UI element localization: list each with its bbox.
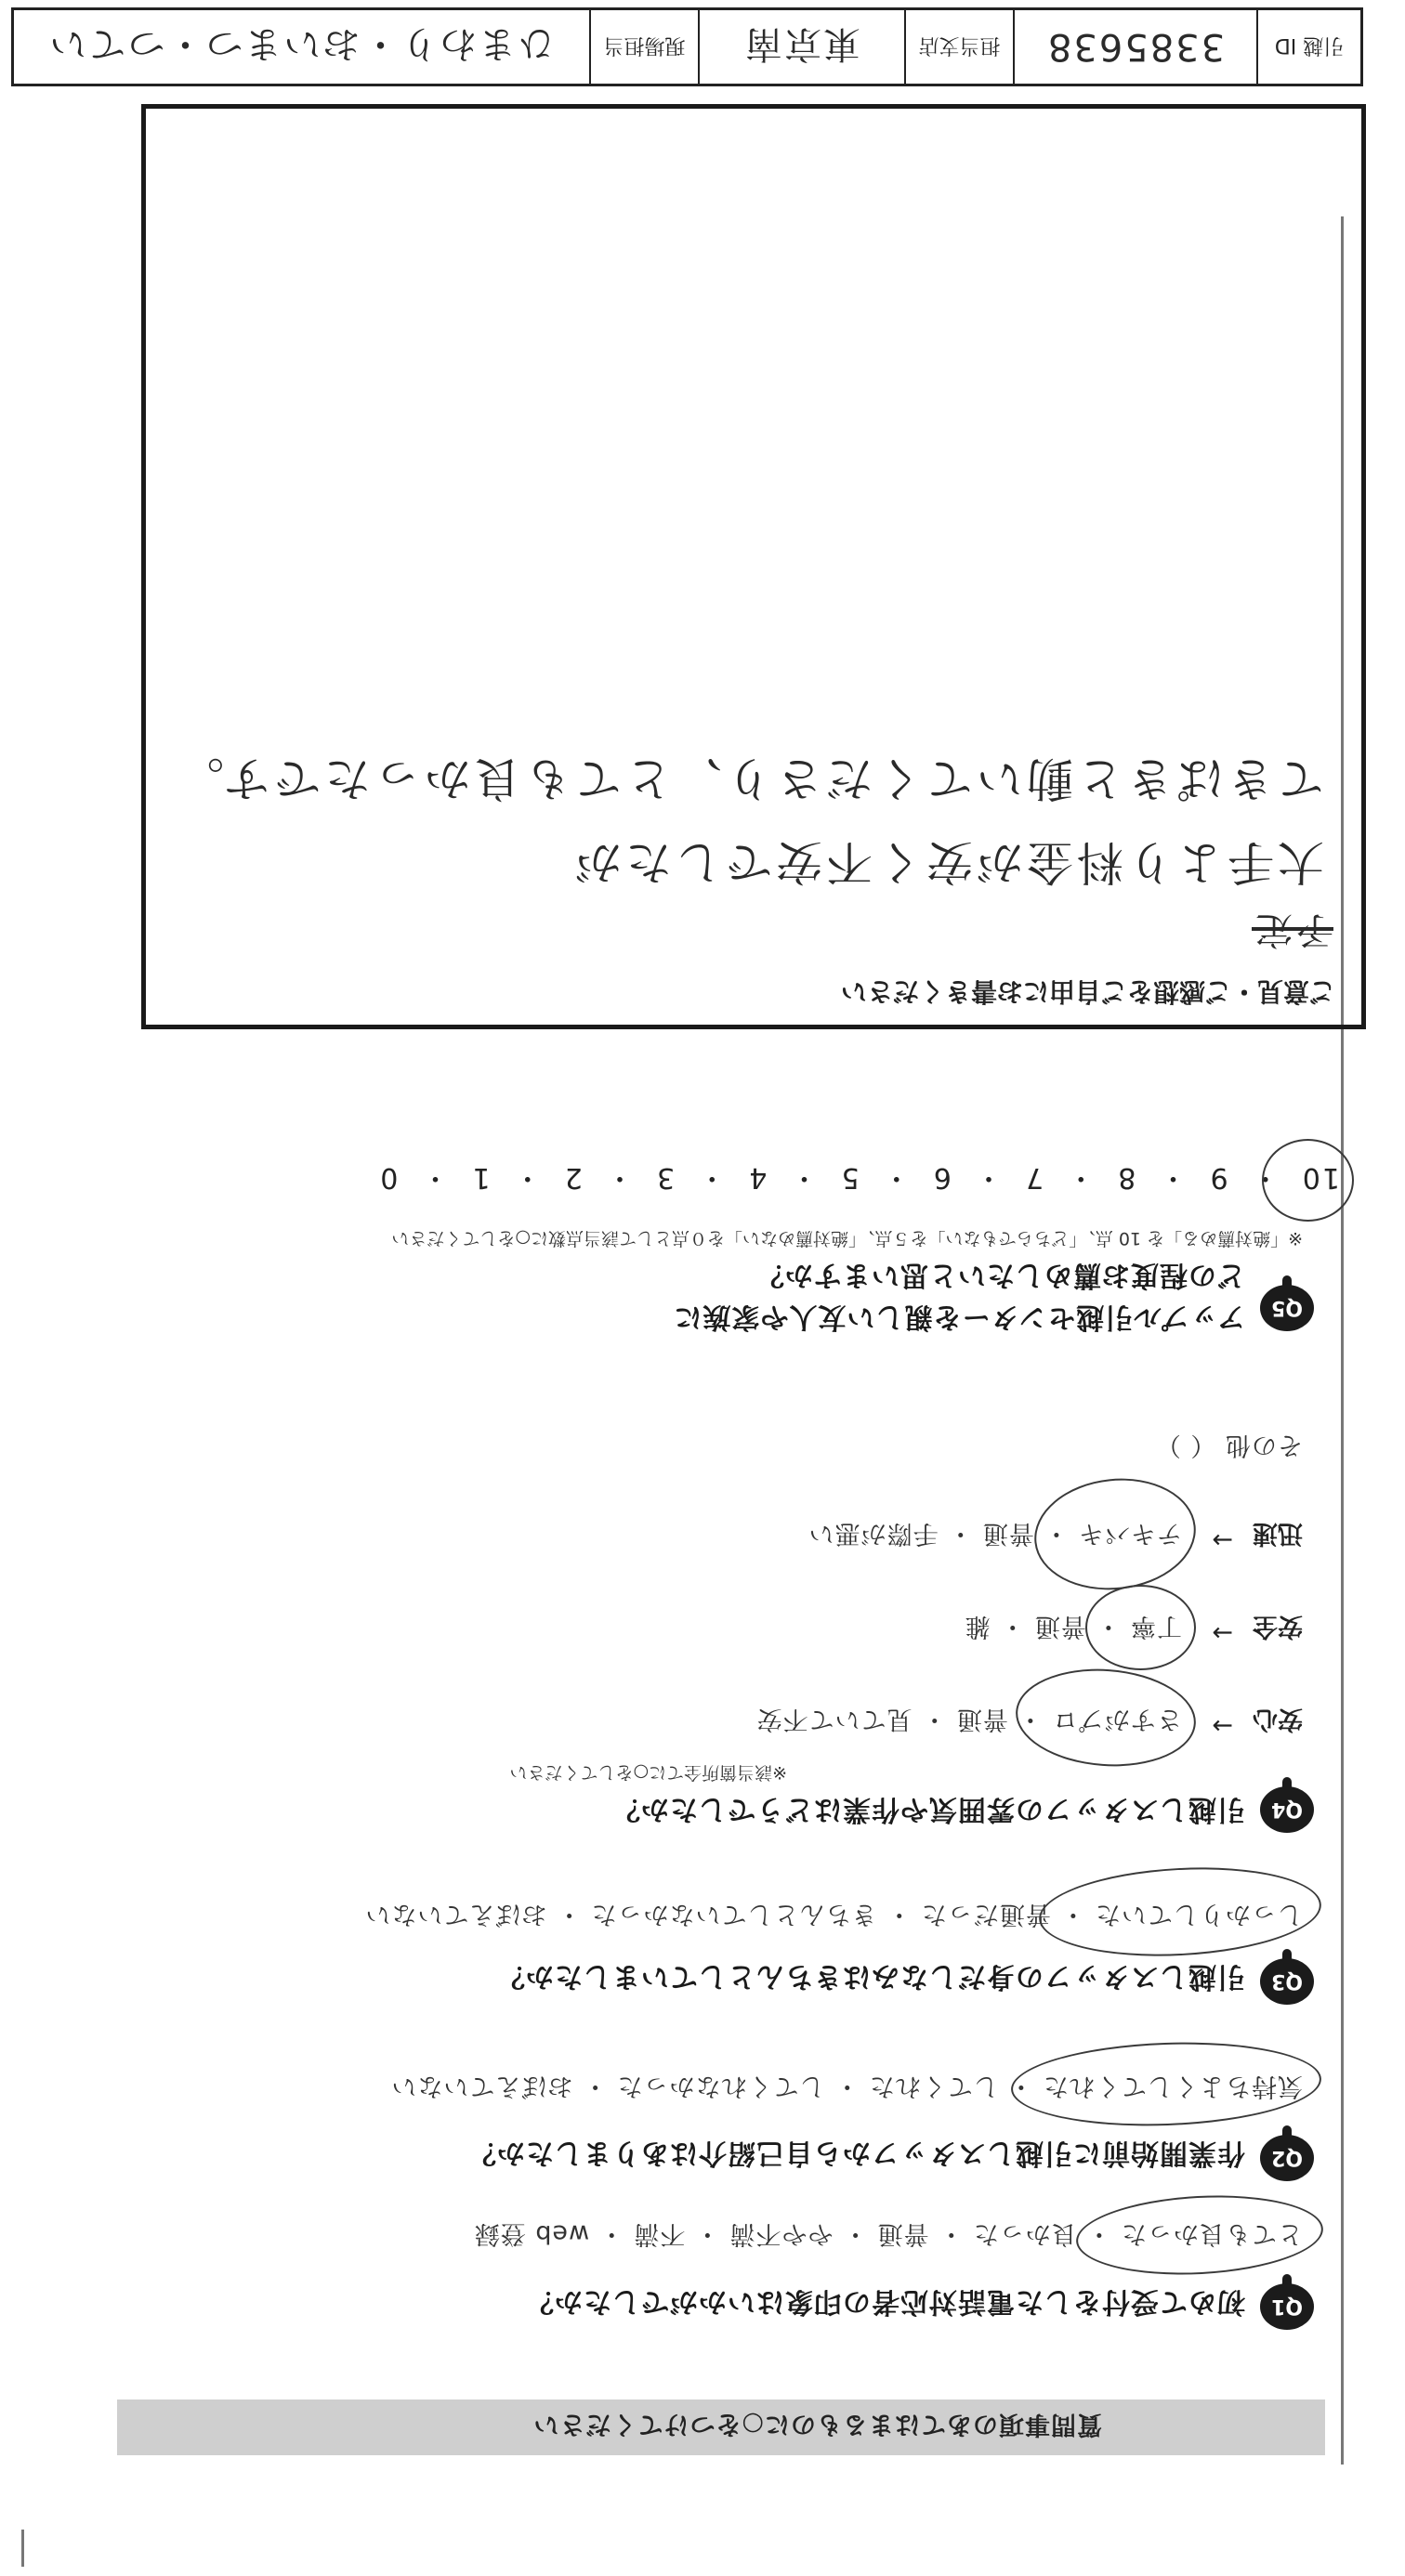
comment-box[interactable] — [141, 104, 1366, 1029]
q1-option[interactable]: 不満 — [633, 2219, 686, 2248]
q4-row-options: さすがプロ ・ 普通 ・ 見ていて不安 — [755, 1705, 1182, 1733]
q4-selection-circle — [1029, 1471, 1201, 1598]
q1-selection-circle — [1074, 2190, 1325, 2281]
q2-option[interactable]: 気持ちよくしてくれた — [1043, 2072, 1303, 2100]
q1-question: 初めて受付をした電話対応者の印象はいかがでしたか？ — [525, 2285, 1245, 2318]
handwritten-comment-line: てきぱきと動いてくださり、とても良かったです。 — [174, 752, 1324, 805]
instruction-bar — [117, 2399, 1325, 2455]
q3-selection-circle — [1037, 1861, 1324, 1963]
q4-question: 引越しスタッフの雰囲気や作業はどうでしたか？ — [611, 1793, 1245, 1825]
q2-options: 気持ちよくしてくれた ・ してくれた ・ してくれなかった ・ おぼえていない — [390, 2072, 1303, 2100]
q4-other: その他 （ ） — [1154, 1431, 1303, 1459]
q5-question-line2: どの程度お薦めしたいと思いますか？ — [755, 1259, 1245, 1291]
q5-scale: 10 ・ 9 ・ 8 ・ 7 ・ 6 ・ 5 ・ 4 ・ 3 ・ 2 ・ 1 ・ 0 — [378, 1161, 1340, 1194]
q5-selection-circle — [1262, 1139, 1354, 1222]
q1-badge: Q1 — [1260, 2283, 1314, 2330]
q4-selection-circle — [1013, 1663, 1200, 1772]
q3-options: しっかりしていた ・ 普通だった ・ きちんとしていなかった ・ おぼえていない — [364, 1900, 1303, 1929]
branch-value: 東京南 — [698, 10, 904, 84]
q2-option[interactable]: してくれなかった — [616, 2072, 825, 2100]
handwritten-comment-line: 大手より料金が安く不安でしたが — [571, 835, 1324, 889]
q1-option[interactable]: とても良かった — [1121, 2219, 1303, 2248]
q5-note: ※「絶対薦める」を 10 点、「どちらでもない」を５点、「絶対薦めない」を０点として該当点数に○をしてください — [391, 1228, 1303, 1249]
q4-option[interactable]: 手際が悪い — [808, 1519, 939, 1548]
q4-option[interactable]: 普通 — [981, 1519, 1034, 1548]
q1-options: とても良かった ・ 良かった ・ 普通 ・ やや不満 ・ 不満 ・ web 登録 — [473, 2219, 1303, 2248]
q4-option[interactable]: テキパキ — [1078, 1519, 1182, 1548]
scale-value[interactable]: 0 — [378, 1161, 399, 1194]
arrow-right-icon: → — [1212, 1618, 1233, 1647]
q4-option[interactable]: さすがプロ — [1052, 1705, 1182, 1733]
q3-option[interactable]: 普通だった — [920, 1900, 1051, 1929]
branch-label: 担当支店 — [904, 10, 1013, 84]
scale-value[interactable]: 9 — [1208, 1161, 1228, 1194]
q1-option[interactable]: 良かった — [972, 2219, 1077, 2248]
q3-badge: Q3 — [1260, 1958, 1314, 2005]
q2-question: 作業開始前に引越しスタッフから自己紹介はありましたか？ — [467, 2137, 1245, 2169]
q1-option[interactable]: 普通 — [876, 2219, 929, 2248]
q4-option[interactable]: 丁寧 — [1130, 1612, 1182, 1641]
scale-value[interactable]: 6 — [931, 1161, 952, 1194]
handwritten-struck-word: 予定 — [1252, 909, 1333, 951]
q4-row-label: 安全 — [1253, 1612, 1303, 1641]
q2-option[interactable]: してくれた — [868, 2072, 999, 2100]
id-value: 3385638 — [1013, 10, 1256, 84]
q5-badge: Q5 — [1260, 1285, 1314, 1331]
q4-selection-circle — [1085, 1585, 1196, 1670]
q2-option[interactable]: おぼえていない — [390, 2072, 573, 2100]
q4-option[interactable]: 普通 — [955, 1705, 1008, 1733]
q4-badge: Q4 — [1260, 1786, 1314, 1833]
comment-title: ご意見・ご感想をご自由にお書きください — [840, 976, 1335, 1007]
staff-value: ひまわり・おいまつ・つてい — [47, 22, 556, 65]
id-label: 引越 ID — [1256, 10, 1360, 84]
corner-mark — [21, 2530, 24, 2567]
q2-badge: Q2 — [1260, 2135, 1314, 2181]
q3-question: 引越しスタッフの身だしなみはきちんとしていましたか？ — [496, 1960, 1245, 1993]
scale-value[interactable]: 10 — [1300, 1161, 1340, 1194]
scale-value[interactable]: 1 — [470, 1161, 491, 1194]
scale-value[interactable]: 5 — [839, 1161, 860, 1194]
q4-row-label: 安心 — [1253, 1705, 1303, 1733]
q4-row-options: テキパキ ・ 普通 ・ 手際が悪い — [808, 1519, 1182, 1548]
scale-value[interactable]: 3 — [655, 1161, 676, 1194]
q2-selection-circle — [1010, 2037, 1323, 2131]
q4-option[interactable]: 見ていて不安 — [755, 1705, 913, 1733]
q1-option[interactable]: やや不満 — [729, 2219, 834, 2248]
q4-row-options: 丁寧 ・ 普通 ・ 雑 — [964, 1612, 1182, 1641]
q4-option[interactable]: 雑 — [964, 1612, 991, 1641]
arrow-right-icon: → — [1212, 1525, 1233, 1554]
scale-value[interactable]: 7 — [1024, 1161, 1044, 1194]
q4-row-label: 迅速 — [1253, 1519, 1303, 1548]
scale-value[interactable]: 8 — [1116, 1161, 1136, 1194]
q4-option[interactable]: 普通 — [1033, 1612, 1086, 1641]
q3-option[interactable]: きちんとしていなかった — [590, 1900, 877, 1929]
instruction-text: 質問事項のあてはまるものに○をつけてください — [532, 2410, 1102, 2439]
arrow-right-icon: → — [1212, 1711, 1233, 1740]
staff-label: 現場担当 — [589, 10, 698, 84]
info-table — [11, 7, 1363, 86]
scale-value[interactable]: 4 — [747, 1161, 768, 1194]
q4-note: ※該当箇所全てに○をしてください — [509, 1762, 787, 1783]
q5-question-line1: アップル引越センターを親しい友人や家族に — [673, 1301, 1245, 1333]
q3-option[interactable]: しっかりしていた — [1095, 1900, 1303, 1929]
q1-option[interactable]: web 登録 — [473, 2219, 590, 2248]
scale-value[interactable]: 2 — [562, 1161, 583, 1194]
q3-option[interactable]: おぼえていない — [364, 1900, 547, 1929]
